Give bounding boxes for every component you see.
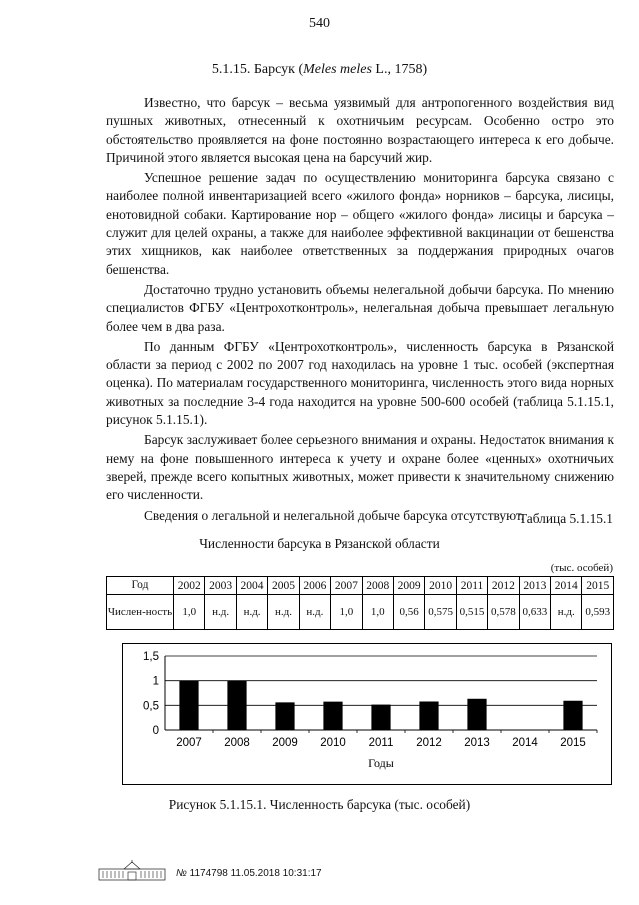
value-cell: 1,0 — [174, 595, 205, 630]
x-tick-label: 2014 — [512, 737, 538, 749]
paragraph: По данным ФГБУ «Центрохотконтроль», численность барсука в Рязанской области за период с 2002 по 2007 год находилась на уровне 1 тыс. особей (экспертная оценка). По материалам государственного мониторинга, численность этого вида норных животных за последние 3-4 года находится на уровне 500-600 особей (таблица 5.1.15.1, рисунок 5.1.15.1). — [106, 338, 614, 428]
y-tick-label: 1 — [152, 675, 159, 688]
document-number — [176, 868, 322, 879]
value-cell: н.д. — [551, 595, 582, 630]
value-cell: 1,0 — [362, 595, 393, 630]
bar — [227, 681, 246, 730]
x-tick-label: 2011 — [368, 737, 394, 749]
value-cell: н.д. — [299, 595, 330, 630]
population-table — [106, 576, 614, 630]
page-number: 540 — [309, 16, 330, 31]
year-cell: 2015 — [582, 577, 614, 595]
y-tick-label: 0,5 — [143, 700, 159, 713]
year-cell: 2012 — [488, 577, 519, 595]
government-building-stamp-icon — [98, 860, 166, 882]
year-cell: 2009 — [393, 577, 424, 595]
number-sign: № — [176, 868, 187, 879]
heading-latin-name: Meles meles — [303, 62, 372, 77]
value-cell: н.д. — [205, 595, 236, 630]
years-row — [107, 577, 614, 595]
year-cell: 2006 — [299, 577, 330, 595]
paragraph: Достаточно трудно установить объемы нелегальной добычи барсука. По мнению специалистов ФГБУ «Центрохотконтроль», нелегальная добыча превышает легальную более чем в два раза. — [106, 281, 614, 334]
value-cell: 1,0 — [331, 595, 362, 630]
body-text — [106, 94, 614, 527]
values-row — [107, 595, 614, 630]
year-cell: 2013 — [519, 577, 550, 595]
year-cell: 2011 — [456, 577, 487, 595]
table-units: (тыс. особей) — [550, 562, 613, 574]
x-tick-label: 2007 — [176, 737, 202, 749]
document-id: 1174798 11.05.2018 10:31:17 — [189, 868, 322, 879]
heading-suffix: L., 1758) — [371, 62, 428, 77]
year-cell: 2005 — [268, 577, 299, 595]
value-cell: 0,633 — [519, 595, 550, 630]
paragraph: Барсук заслуживает более серьезного внимания и охраны. Недостаток внимания к нему на фоне повышенного интереса к учету и охране более «ценных» охотничьих зверей, прежде всего копытных животных, может привести к значительному снижению его численности. — [106, 432, 614, 503]
population-chart — [122, 643, 612, 785]
x-tick-label: 2013 — [464, 737, 490, 749]
year-cell: 2003 — [205, 577, 236, 595]
x-tick-label: 2008 — [224, 737, 250, 749]
year-cell: 2002 — [174, 577, 205, 595]
paragraph: Сведения о легальной и нелегальной добыче барсука отсутствуют. — [144, 507, 525, 523]
figure-caption: Рисунок 5.1.15.1. Численность барсука (тыс. особей) — [168, 797, 471, 812]
year-cell: 2014 — [551, 577, 582, 595]
value-cell: 0,578 — [488, 595, 519, 630]
bar-chart — [123, 644, 611, 784]
bar — [323, 702, 342, 730]
y-tick-label: 0 — [152, 725, 159, 737]
value-cell: 0,593 — [582, 595, 614, 630]
x-axis-label: Годы — [368, 756, 394, 770]
x-tick-label: 2012 — [416, 737, 442, 749]
x-tick-label: 2015 — [560, 737, 586, 749]
table-title: Численности барсука в Рязанской области — [199, 536, 440, 551]
heading-prefix: 5.1.15. Барсук ( — [211, 62, 304, 77]
year-cell: 2007 — [331, 577, 362, 595]
year-header: Год — [107, 577, 174, 595]
bar — [179, 681, 198, 730]
x-tick-label: 2010 — [320, 737, 346, 749]
year-cell: 2008 — [362, 577, 393, 595]
y-tick-label: 1,5 — [143, 651, 159, 663]
bar — [419, 701, 438, 730]
section-heading — [0, 62, 639, 78]
year-cell: 2004 — [236, 577, 267, 595]
bar — [563, 701, 582, 730]
x-tick-label: 2009 — [272, 737, 298, 749]
bar — [275, 702, 294, 730]
table-label: Таблица 5.1.15.1 — [518, 511, 613, 526]
value-cell: 0,575 — [425, 595, 456, 630]
bar — [371, 705, 390, 730]
bar — [467, 699, 486, 730]
year-cell: 2010 — [425, 577, 456, 595]
value-cell: 0,56 — [393, 595, 424, 630]
value-cell: н.д. — [236, 595, 267, 630]
value-cell: н.д. — [268, 595, 299, 630]
paragraph: Успешное решение задач по осуществлению мониторинга барсука связано с наиболее полной инвентаризацией всего «жилого фонда» норников – барсука, лисицы, енотовидной собаки. Картирование нор – общего «жилого фонда» лисицы и барсука – служит для целей охраны, а также для наиболее эффективной вакцинации от бешенства этих хищников, как наиболее ответственных за поддержания природных очагов бешенства. — [106, 170, 614, 277]
value-cell: 0,515 — [456, 595, 487, 630]
value-header: Числен-ность — [107, 595, 174, 630]
paragraph: Известно, что барсук – весьма уязвимый для антропогенного воздействия вид пушных животных, отнесенный к охотничьим ресурсам. Особенно остро это обстоятельство проявляется на фоне постоянно возрастающего интереса к его добыче. Причиной этого является высокая цена на барсучий жир. — [106, 95, 614, 165]
